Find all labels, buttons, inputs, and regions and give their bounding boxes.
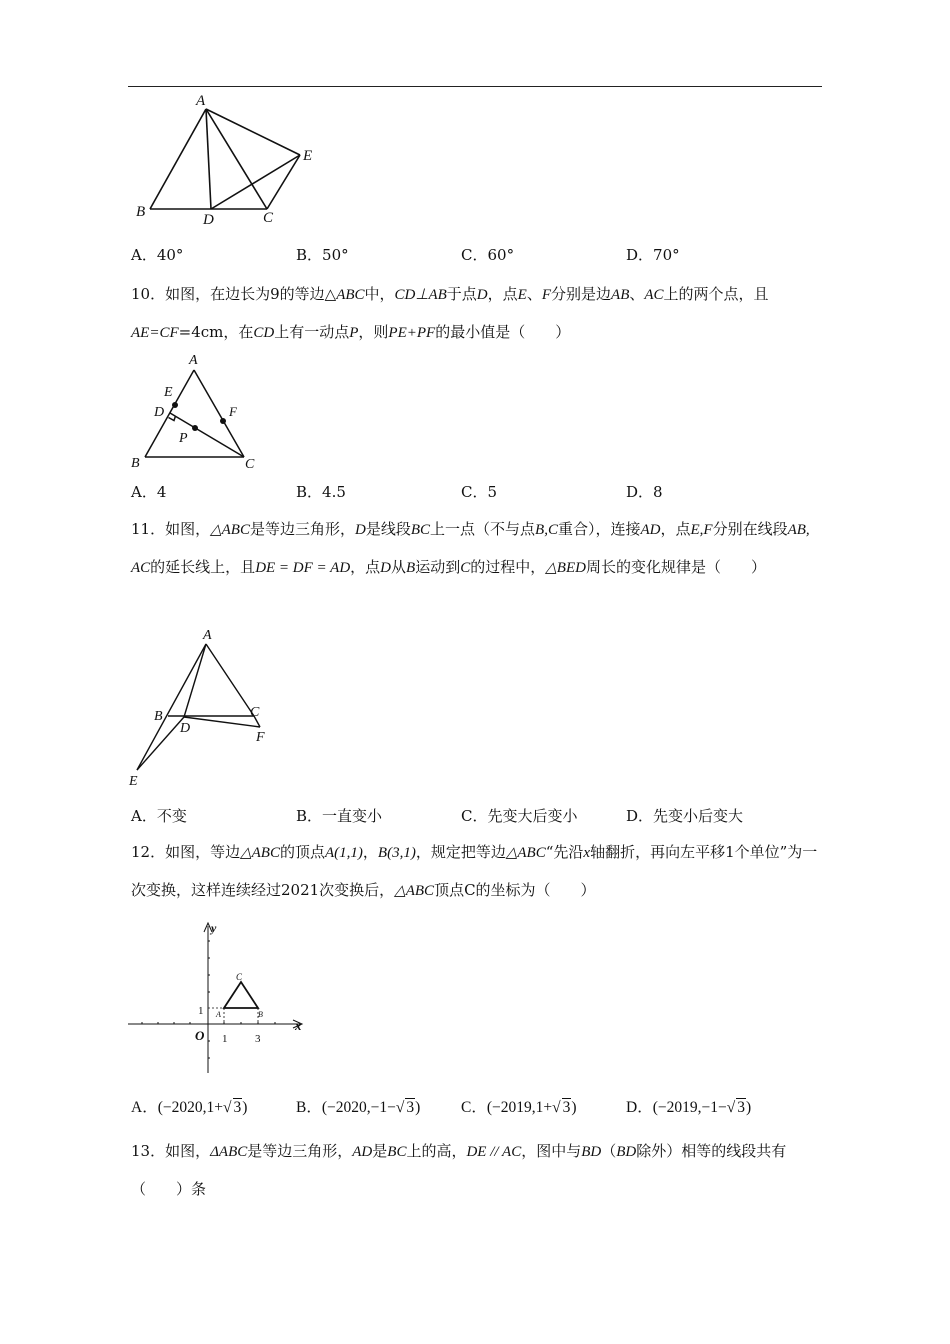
q11-stem: 11．如图，△ABC是等边三角形，D是线段BC上一点（不与点B,C重合），连接AD，点E,F分别在线段AB, AC的延长线上，且DE = DF = AD，点D从B运动到C的过程中，△BED周长的变化规律是（ ） [131,520,810,576]
label-b: B [136,204,146,220]
q10-option-c[interactable]: C．5 [461,483,498,501]
q12-option-b[interactable]: B．(−2020,−1−√ 3) [296,1099,421,1116]
label-d: D [203,212,214,228]
label-c: C [245,457,255,472]
label-d: D [154,405,165,420]
q9-option-a[interactable]: A．40° [131,246,184,264]
q10-option-d[interactable]: D．8 [626,483,663,501]
label-e: E [129,774,138,789]
origin-label: O [195,1028,205,1043]
label-a: A [196,93,206,109]
right-angle-mark [169,416,176,421]
segment-df [184,717,260,727]
label-c: C [250,705,260,720]
figure-q11 [128,624,288,792]
q11-option-d[interactable]: D．先变小后变大 [626,807,744,825]
segment-ac [206,644,254,716]
axis-label-x: x [295,1018,302,1033]
header-rule [128,86,822,87]
segment-ad [206,109,211,209]
axis-label-y: y [211,921,217,935]
q12-option-c[interactable]: C．(−2019,1+√ 3) [461,1099,577,1116]
segment-ce [267,155,300,209]
y-tick-1: 1 [198,1005,204,1017]
label-a: A [189,353,198,368]
q10-option-a[interactable]: A．4 [131,483,167,501]
point-p [192,425,198,431]
q10-stem: 10．如图，在边长为9的等边△ABC中，CD⊥AB于点D，点E、F分别是边AB、AC上的两个点，且AE=CF=4cm，在CD上有一动点P，则PE+PF的最小值是（ ） [131,285,769,341]
label-e: E [164,385,173,400]
figure-q10 [128,350,278,474]
q9-option-d[interactable]: D．70° [626,246,680,264]
x-tick-3: 3 [255,1033,261,1045]
label-c: C [263,210,274,226]
q12-stem: 12．如图，等边△ABC的顶点A(1,1)，B(3,1)，规定把等边△ABC“先沿x轴翻折，再向左平移1个单位”为一次变换，这样连续经过2021次变换后，△ABC顶点C的坐标为（ ） [131,843,818,899]
q13-stem: 13．如图，ΔABC是等边三角形，AD是BC上的高，DE // AC，图中与BD（BD除外）相等的线段共有（ ）条 [131,1142,787,1198]
segment-ab [150,109,206,209]
segment-de [211,155,300,209]
q11-option-c[interactable]: C．先变大后变小 [461,807,578,825]
label-d: D [180,721,191,736]
label-e: E [303,148,313,164]
label-p: P [179,431,188,446]
triangle-abc [224,982,258,1008]
segment-ae [137,644,206,770]
label-f: F [229,404,237,419]
label-b: B [258,1010,263,1019]
q12-option-a[interactable]: A．(−2020,1+√ 3) [131,1099,248,1116]
q11-option-b[interactable]: B．一直变小 [296,807,383,825]
x-tick-1: 1 [222,1033,228,1045]
label-b: B [131,456,140,471]
segment-de [137,717,184,770]
point-f [220,418,226,424]
segment-ad [184,644,206,717]
figure-q12 [128,918,308,1078]
q9-option-c[interactable]: C．60° [461,246,515,264]
q10-option-b[interactable]: B．4.5 [296,483,346,501]
q12-option-d[interactable]: D．(−2019,−1−√ 3) [626,1099,752,1116]
label-f: F [256,730,265,745]
q9-option-b[interactable]: B．50° [296,246,349,264]
label-a: A [216,1010,221,1019]
label-b: B [154,709,163,724]
q11-option-a[interactable]: A．不变 [131,807,187,825]
label-a: A [203,628,212,643]
label-c: C [236,972,243,982]
figure-q9 [128,92,328,228]
point-e [172,402,178,408]
